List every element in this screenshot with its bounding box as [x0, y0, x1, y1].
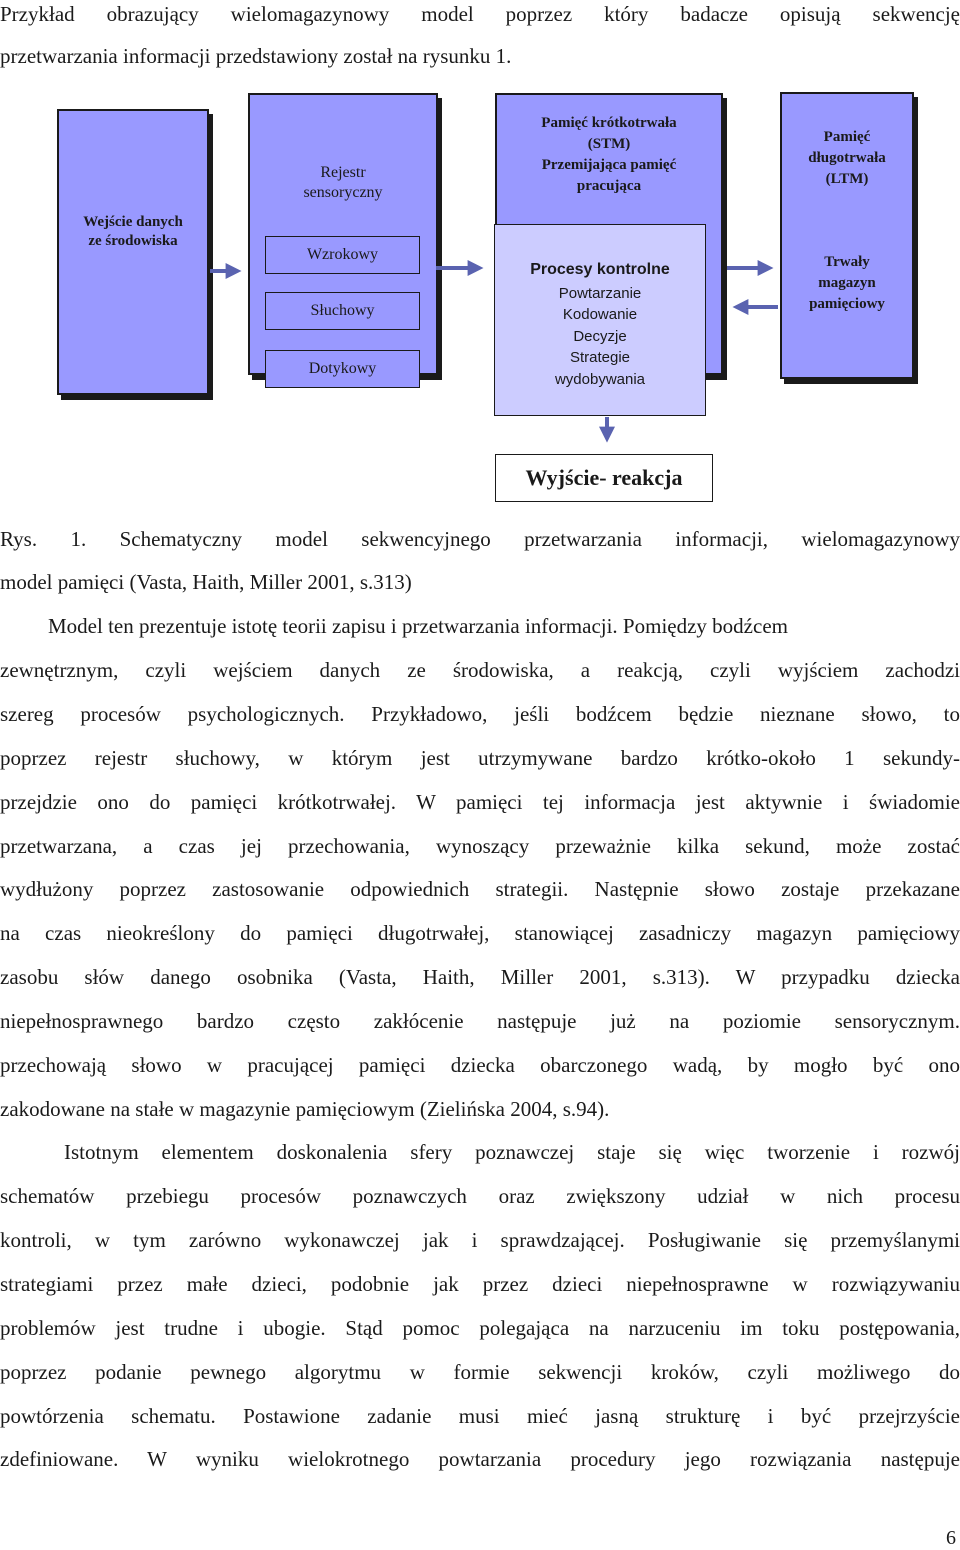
- paragraph2-line-4: strategiami przez małe dzieci, podobnie jak przez dzieci niepełnosprawne w rozwiązywaniu: [0, 1272, 960, 1296]
- caption-line-2: model pamięci (Vasta, Haith, Miller 2001, s.313): [0, 570, 412, 594]
- stm-title-1: Pamięć krótkotrwała: [541, 115, 677, 131]
- paragraph1-line-3: szereg procesów psychologicznych. Przykładowo, jeśli bodźcem będzie nieznane słowo, to: [0, 702, 960, 726]
- ltm-title-2: długotrwała: [808, 150, 886, 166]
- stm-title-3: Przemijająca pamięć: [541, 157, 677, 173]
- paragraph1-line-7: wydłużony poprzez zastosowanie odpowiednich strategii. Następnie słowo zostaje przekazane: [0, 877, 960, 901]
- paragraph1-line-1: Model ten prezentuje istotę teorii zapisu i przetwarzania informacji. Pomiędzy bodźcem: [48, 614, 788, 638]
- intro-line-2: przetwarzania informacji przedstawiony został na rysunku 1.: [0, 44, 512, 68]
- sensory-register-title-1: Rejestr: [320, 164, 366, 181]
- paragraph1-line-6: przetwarzana, a czas jej przechowania, wynoszący przeważnie kilka sekund, może zostać: [0, 834, 960, 858]
- sensory-visual-label: Wzrokowy: [306, 246, 379, 263]
- input-box-line-1: Wejście danych: [83, 214, 183, 230]
- control-item-1: Powtarzanie: [558, 284, 642, 302]
- control-item-5: wydobywania: [554, 370, 646, 388]
- paragraph1-line-11: przechowają słowo w pracującej pamięci dziecka obarczonego wadą, by mogło być ono: [0, 1053, 960, 1077]
- paragraph2-line-1: Istotnym elementem doskonalenia sfery poznawczej staje się więc tworzenie i rozwój: [64, 1140, 960, 1164]
- output-box: [495, 454, 713, 502]
- caption-line-1: Rys. 1. Schematyczny model sekwencyjnego przetwarzania informacji, wielomagazynowy: [0, 527, 960, 551]
- paragraph2-line-7: powtórzenia schematu. Postawione zadanie musi mieć jasną strukturę i być przejrzyście: [0, 1404, 960, 1428]
- paragraph1-line-4: poprzez rejestr słuchowy, w którym jest utrzymywane bardzo krótko-około 1 sekundy-: [0, 746, 960, 770]
- page-number: 6: [946, 1527, 956, 1549]
- paragraph1-line-2: zewnętrznym, czyli wejściem danych ze środowiska, a reakcją, czyli wyjściem zachodzi: [0, 658, 960, 682]
- paragraph1-line-5: przejdzie ono do pamięci krótkotrwałej. W pamięci tej informacja jest aktywnie i świadomie: [0, 790, 960, 814]
- input-box-line-2: ze środowiska: [88, 233, 178, 249]
- ltm-title-3: (LTM): [825, 171, 869, 187]
- control-processes-title: Procesy kontrolne: [530, 261, 670, 278]
- paragraph1-line-9: zasobu słów danego osobnika (Vasta, Haith, Miller 2001, s.313). W przypadku dziecka: [0, 965, 960, 989]
- paragraph2-line-6: poprzez podanie pewnego algorytmu w formie sekwencji kroków, czyli możliwego do: [0, 1360, 960, 1384]
- control-item-2: Kodowanie: [562, 306, 638, 323]
- ltm-store-1: Trwały: [824, 254, 870, 270]
- sensory-auditory-label: Słuchowy: [310, 302, 375, 319]
- paragraph2-line-8: zdefiniowane. W wyniku wielokrotnego powtarzania procedury jego rozwiązania następuje: [0, 1447, 960, 1471]
- paragraph2-line-3: kontroli, w tym zarówno wykonawczej jak i sprawdzającej. Posługiwanie się przemyślanymi: [0, 1228, 960, 1252]
- sensory-register-title-2: sensoryczny: [303, 184, 383, 201]
- control-item-3: Decyzje: [573, 327, 627, 345]
- diagram-arrows: [0, 0, 960, 520]
- ltm-store-2: magazyn: [818, 275, 876, 291]
- ltm-title-1: Pamięć: [823, 129, 871, 145]
- stm-title-4: pracująca: [576, 178, 642, 194]
- paragraph1-line-12: zakodowane na stałe w magazynie pamięciowym (Zielińska 2004, s.94).: [0, 1097, 610, 1121]
- paragraph2-line-5: problemów jest trudne i ubogie. Stąd pomoc polegająca na narzuceniu im toku postępowania,: [0, 1316, 960, 1340]
- sensory-tactile-label: Dotykowy: [308, 360, 377, 377]
- paragraph1-line-10: niepełnosprawnego bardzo często zakłócenie następuje już na poziomie sensorycznym.: [0, 1009, 960, 1033]
- paragraph1-line-8: na czas nieokreślony do pamięci długotrwałej, stanowiącej zasadniczy magazyn pamięciowy: [0, 921, 960, 945]
- paragraph2-line-2: schematów przebiegu procesów poznawczych oraz zwiększony udział w nich procesu: [0, 1184, 960, 1208]
- control-item-4: Strategie: [569, 349, 631, 366]
- output-label: Wyjście- reakcja: [525, 465, 683, 490]
- intro-line-1: Przykład obrazujący wielomagazynowy model poprzez który badacze opisują sekwencję: [0, 2, 960, 26]
- stm-title-2: (STM): [587, 136, 631, 152]
- ltm-store-3: pamięciowy: [809, 296, 885, 312]
